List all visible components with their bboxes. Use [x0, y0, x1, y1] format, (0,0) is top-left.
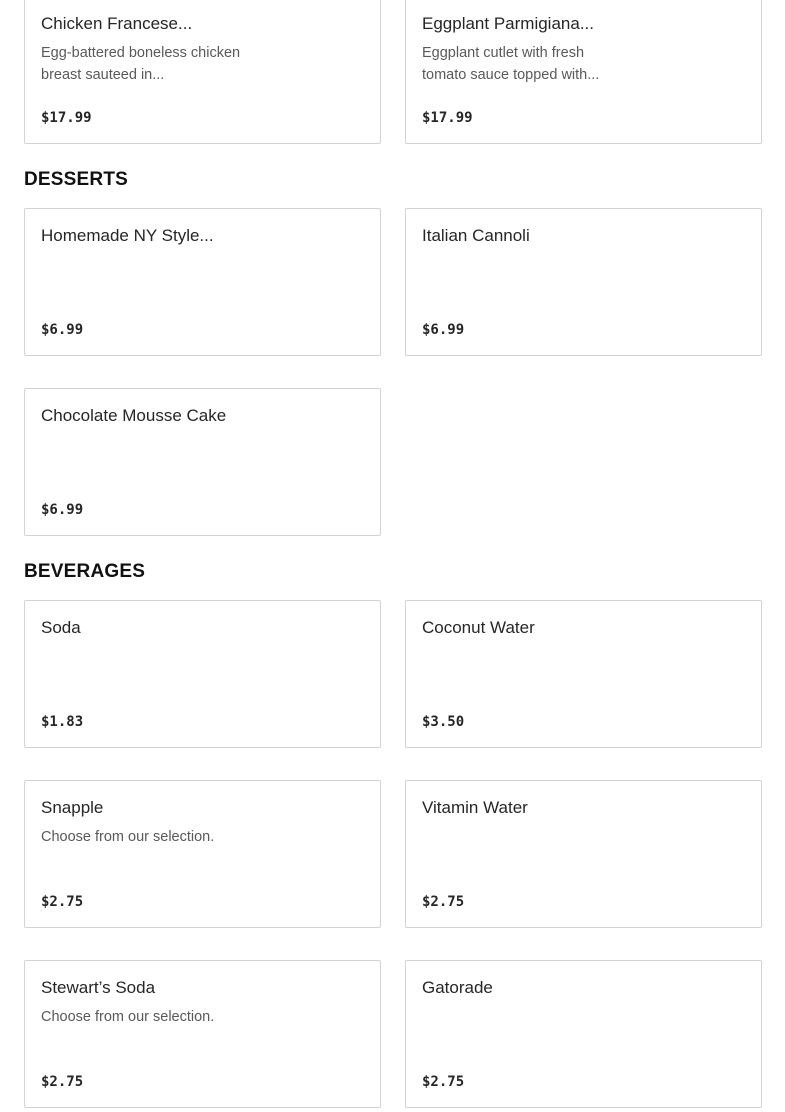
menu-item-card-chicken-francese[interactable]: [24, 0, 381, 144]
menu-item-name: Chicken Francese...: [41, 14, 193, 33]
menu-item-card-italian-cannoli[interactable]: [405, 208, 762, 356]
menu-item-price: $6.99: [422, 322, 465, 338]
menu-item-price: $2.75: [422, 1074, 465, 1090]
menu-item-price: $3.50: [422, 714, 465, 730]
menu-item-name: Coconut Water: [422, 618, 535, 637]
menu-item-name: Stewart’s Soda: [41, 978, 156, 997]
menu-item-price: $1.83: [41, 714, 84, 730]
menu-item-price: $2.75: [41, 1074, 84, 1090]
menu-item-price: $6.99: [41, 502, 84, 518]
menu-item-description: Eggplant cutlet with fresh tomato sauce topped with...: [422, 45, 600, 83]
menu-item-card-ny-style[interactable]: [24, 208, 381, 356]
menu-item-price: $6.99: [41, 322, 84, 338]
menu-item-name: Gatorade: [422, 978, 493, 997]
menu-item-price: $17.99: [422, 110, 473, 126]
menu-item-card-stewarts-soda[interactable]: [24, 960, 381, 1108]
menu-item-card-eggplant-parmigiana[interactable]: [405, 0, 762, 144]
menu-item-name: Chocolate Mousse Cake: [41, 406, 227, 425]
menu-item-card-chocolate-mousse-cake[interactable]: [24, 388, 381, 536]
menu-item-card-vitamin-water[interactable]: [405, 780, 762, 928]
menu-item-name: Snapple: [41, 798, 104, 817]
menu-item-price: $2.75: [422, 894, 465, 910]
section-title-desserts: DESSERTS: [24, 169, 129, 190]
menu-item-card-gatorade[interactable]: [405, 960, 762, 1108]
menu-item-name: Homemade NY Style...: [41, 226, 214, 245]
menu-item-card-coconut-water[interactable]: [405, 600, 762, 748]
menu-item-name: Italian Cannoli: [422, 226, 530, 245]
menu-item-description: Choose from our selection.: [41, 1009, 215, 1025]
menu-item-price: $2.75: [41, 894, 84, 910]
menu-item-name: Soda: [41, 618, 81, 637]
menu-item-price: $17.99: [41, 110, 92, 126]
menu-item-card-snapple[interactable]: [24, 780, 381, 928]
menu-item-name: Eggplant Parmigiana...: [422, 14, 594, 33]
menu-item-card-soda[interactable]: [24, 600, 381, 748]
section-title-beverages: BEVERAGES: [24, 561, 146, 582]
menu-item-name: Vitamin Water: [422, 798, 528, 817]
menu-item-description: Choose from our selection.: [41, 829, 215, 845]
menu-item-description: Egg-battered boneless chicken breast sauteed in...: [41, 45, 241, 83]
